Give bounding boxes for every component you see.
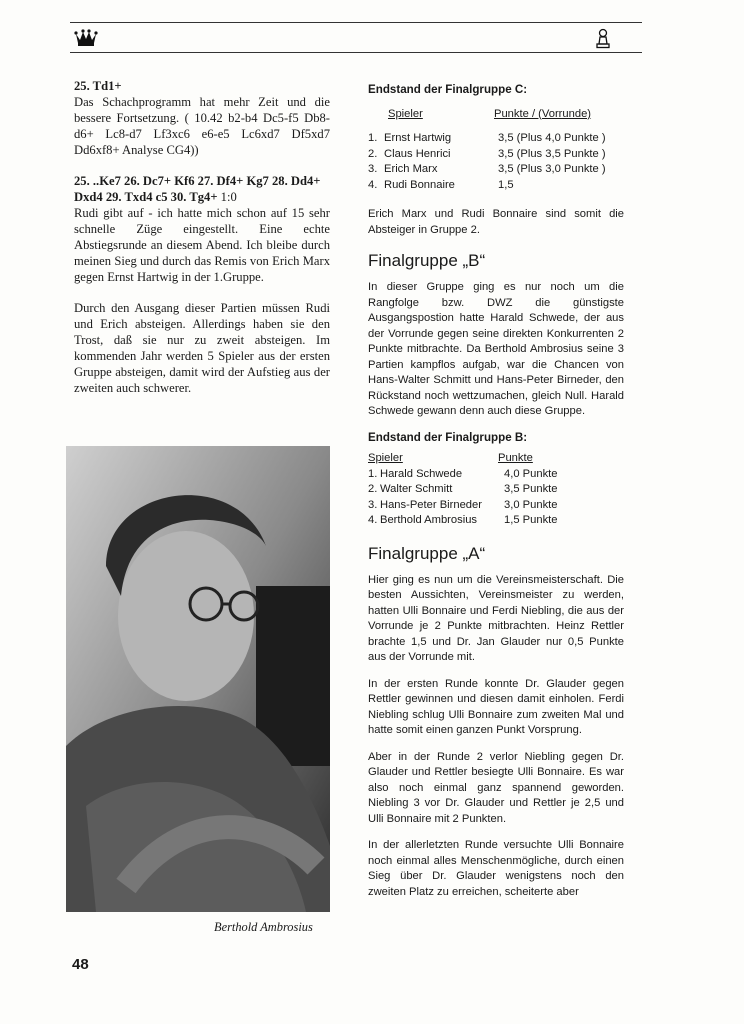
relegation-paragraph: Durch den Ausgang dieser Partien müssen Rudi und Erich absteigen. Allerdings haben sie den Trost, daß sie nur zu zweit absteigen. Im kommenden Jahr werden 5 Spieler aus der ersten Gruppe absteigen, damit wird der Aufstieg aus der zweiten auch schwerer.: [74, 301, 330, 395]
table-row: 2. Walter Schmitt 3,5 Punkte: [368, 483, 558, 495]
table-row: 3. Hans-Peter Birneder 3,0 Punkte: [368, 498, 558, 511]
header-bottom-rule: [70, 52, 642, 53]
table-row: 2. Claus Henrici 3,5 (Plus 3,5 Punkte ): [368, 147, 606, 160]
group-a-heading: Finalgruppe „A“: [368, 543, 486, 563]
group-b-table-header: [368, 451, 624, 467]
right-column: [368, 82, 624, 900]
group-c-table-title: Endstand der Finalgruppe C:: [368, 83, 528, 96]
table-row: 1. Ernst Hartwig 3,5 (Plus 4,0 Punkte ): [368, 132, 606, 144]
table-row: 3. Erich Marx 3,5 (Plus 3,0 Punkte ): [368, 163, 606, 175]
group-b-text: In dieser Gruppe ging es nur noch um die Rangfolge bzw. DWZ die günstigste Ausgangspostion hatte Harald Schwede, der aus der Vorrunde gegen seine direkten Konkurrenten 2 Punkte mitbrachte. Da Berthold Ambrosius seine 3 Partien kampflos aufgab, war die Chancen von Hans-Walter Schmitt und Hans-Peter Birneder, den Rückstand noch wettzumachen, gleich Null. Harald Schwede gewann denn auch diese Gruppe.: [368, 281, 624, 417]
table-row: 4. Berthold Ambrosius 1,5 Punkte: [368, 514, 558, 526]
group-b-header-points: Punkte: [498, 452, 533, 464]
portrait-photo: [66, 446, 330, 912]
group-b-table-title: Endstand der Finalgruppe B:: [368, 430, 528, 444]
moves-line-1: 25. ..Ke7 26. Dc7+ Kf6 27. Df4+ Kg7 28. Dd4+: [74, 174, 321, 188]
analysis-paragraph: Das Schachprogramm hat mehr Zeit und die bessere Fortsetzung. ( 10.42 b2-b4 Dc5-f5 Db8-d6+ Lc8-d7 Lf3xc6 e6-e5 Lc6xd7 Df5xd7 Dd6xf8+ Analyse CG4)): [74, 95, 330, 157]
moves-line-2-bold: Dxd4 29. Txd4 c5 30. Tg4+: [74, 190, 218, 204]
group-a-paragraph-1: Hier ging es nun um die Vereinsmeisterschaft. Die besten Aussichten, Vereinsmeister zu werden, hatten Ulli Bonnaire und Ferdi Niebling, die aus der Vorrunde je 2 Punkte mitbrachten. Heinz Rettler brachte 1,5 und Dr. Jan Glauder nur 0,5 Punkte aus der Vorrunde mit.: [368, 573, 624, 663]
group-b-header-player: Spieler: [368, 452, 403, 464]
group-a-paragraph-2: In der ersten Runde konnte Dr. Glauder gegen Rettler gewinnen und diesen damit einholen. Ferdi Niebling schlug Ulli Bonnaire zum zweiten Mal und hatte somit einen ganzen Punkt Vorsprung.: [368, 677, 624, 736]
group-c-table-header: [368, 107, 624, 123]
group-b-heading: Finalgruppe „B“: [368, 251, 486, 270]
moves-line-2: [74, 189, 330, 205]
group-c-note: Erich Marx und Rudi Bonnaire sind somit die Absteiger in Gruppe 2.: [368, 208, 624, 236]
group-a-paragraph-3: Aber in der Runde 2 verlor Niebling gegen Dr. Glauder und Rettler besiegte Ulli Bonnaire. Es war also noch einmal ganz spannend geworden. Niebling 3 vor Dr. Glauder und Rettler je 2,5 und Ulli Bonnaire mit 2 Punkten.: [368, 750, 624, 825]
move-25: 25. Td1+: [74, 79, 122, 93]
group-c-header-player: Spieler: [388, 107, 423, 120]
crown-icon: [74, 28, 98, 48]
page-number: 48: [72, 956, 89, 973]
header-top-rule: [70, 22, 642, 23]
table-row: 1. Harald Schwede 4,0 Punkte: [368, 467, 558, 480]
result: 1:0: [217, 190, 237, 204]
group-a-paragraph-4: In der allerletzten Runde versuchte Ulli Bonnaire noch einmal alles Menschenmögliche, durch einen Sieg über Dr. Glauder wenigstens noch den zweiten Platz zu erreichen, scheiterte aber: [368, 839, 624, 898]
resign-paragraph: Rudi gibt auf - ich hatte mich schon auf 15 sehr schnelle Züge eingestellt. Eine echte Abstiegsrunde an diesem Abend. Ich bleibe durch meinen Sieg und durch das Remis von Erich Marx gegen Ernst Hartwig in der 1.Gruppe.: [74, 206, 330, 284]
pawn-icon: [594, 28, 612, 50]
photo-caption: Berthold Ambrosius: [214, 920, 313, 934]
left-column: [74, 78, 330, 396]
group-c-header-points: Punkte / (Vorrunde): [494, 107, 592, 120]
table-row: 4. Rudi Bonnaire 1,5: [368, 178, 514, 191]
